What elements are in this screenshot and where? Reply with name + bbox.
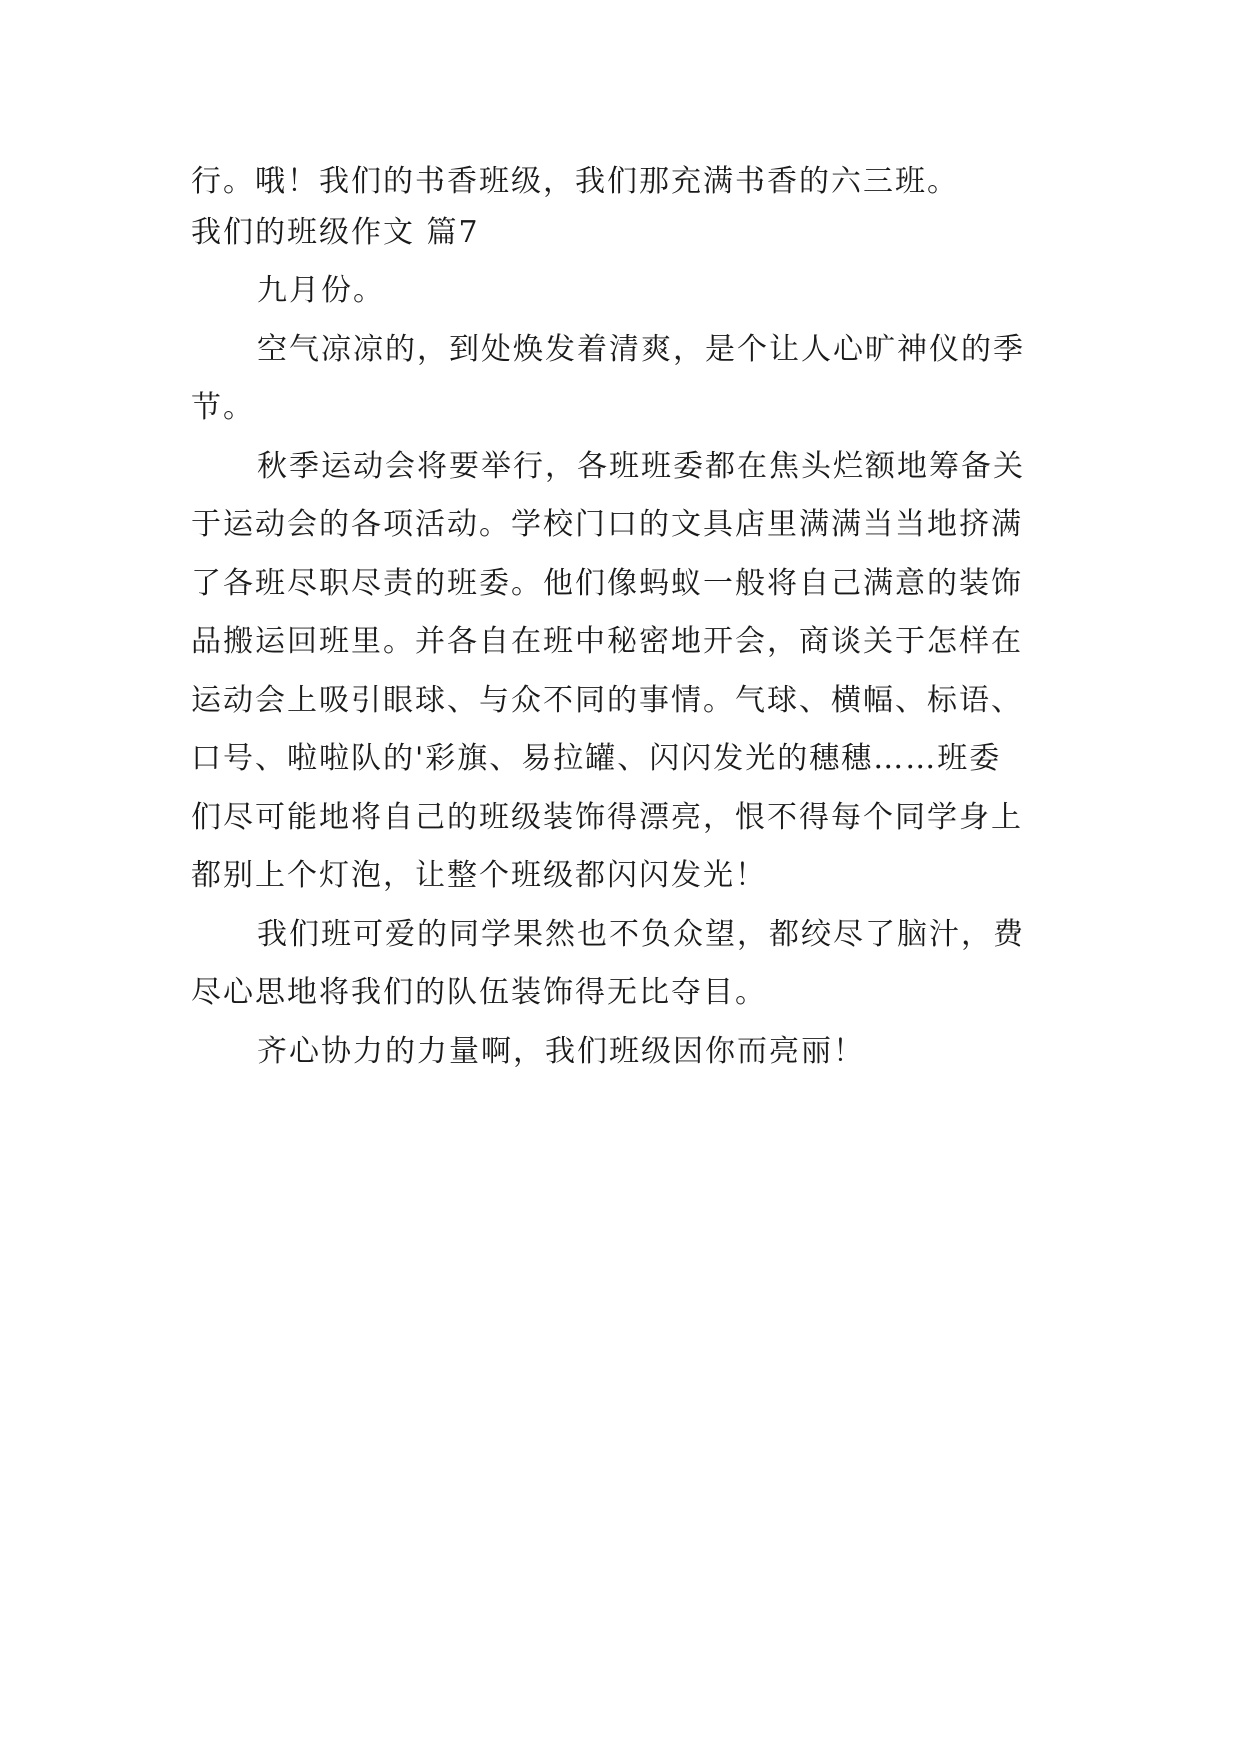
paragraph-continuation: 行。哦！我们的书香班级，我们那充满书香的六三班。: [191, 164, 959, 199]
paragraph-line: 运动会上吸引眼球、与众不同的事情。气球、横幅、标语、: [191, 682, 1023, 718]
paragraph-line: 们尽可能地将自己的班级装饰得漂亮，恨不得每个同学身上: [191, 799, 1023, 835]
paragraph-line: 尽心思地将我们的队伍装饰得无比夺目。: [191, 975, 767, 1010]
paragraph-line: 齐心协力的力量啊，我们班级因你而亮丽！: [257, 1033, 865, 1069]
paragraph-line: 节。: [191, 390, 255, 425]
section-heading: 我们的班级作文 篇7: [191, 215, 480, 250]
paragraph-line: 了各班尽职尽责的班委。他们像蚂蚁一般将自己满意的装饰: [191, 565, 1023, 601]
paragraph-line: 秋季运动会将要举行，各班班委都在焦头烂额地筹备关: [257, 448, 1025, 484]
paragraph-line: 空气凉凉的，到处焕发着清爽，是个让人心旷神仪的季: [257, 331, 1025, 367]
paragraph-line: 于运动会的各项活动。学校门口的文具店里满满当当地挤满: [191, 507, 1023, 542]
paragraph-line: 我们班可爱的同学果然也不负众望，都绞尽了脑汁，费: [257, 916, 1025, 952]
paragraph-line: 九月份。: [257, 273, 385, 308]
paragraph-line: 品搬运回班里。并各自在班中秘密地开会，商谈关于怎样在: [191, 624, 1023, 659]
paragraph-line: 口号、啦啦队的'彩旗、易拉罐、闪闪发光的穗穗……班委: [191, 741, 1002, 776]
paragraph-line: 都别上个灯泡，让整个班级都闪闪发光！: [191, 858, 767, 893]
essay-text: [191, 160, 1061, 1081]
